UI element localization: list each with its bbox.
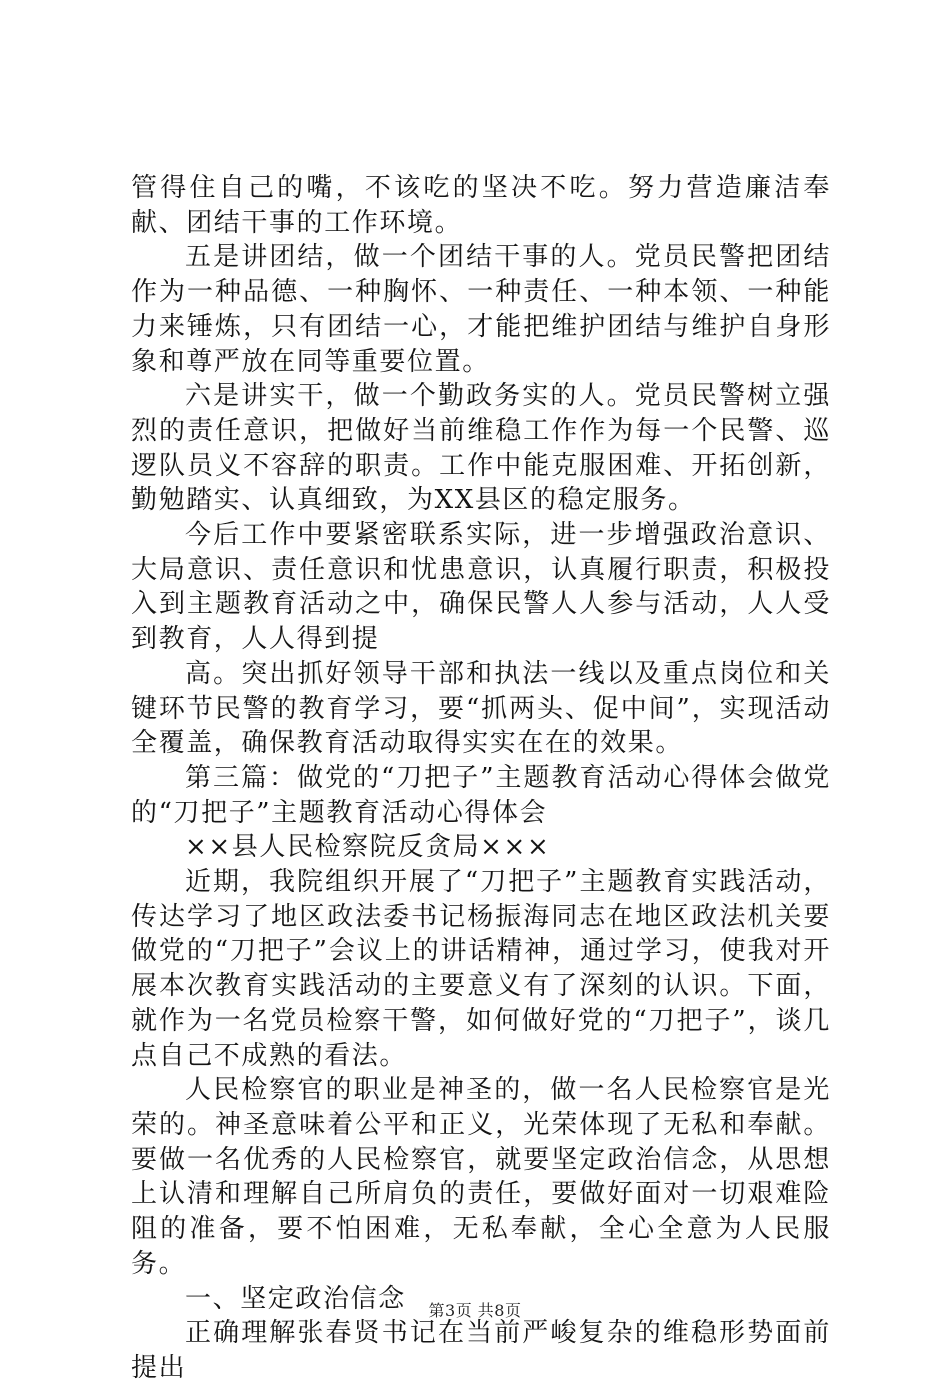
- paragraph-5: 高。突出抓好领导干部和执法一线以及重点岗位和关键环节民警的教育学习，要“抓两头、促中间”，实现活动全覆盖，确保教育活动取得实实在在的效果。: [131, 658, 831, 759]
- paragraph-3: 六是讲实干，做一个勤政务实的人。党员民警树立强烈的责任意识，把做好当前维稳工作作为每一个民警、巡逻队员义不容辞的职责。工作中能克服困难、开拓创新，勤勉踏实、认真细致，为XX县区的稳定服务。: [131, 381, 831, 516]
- author-line: ××县人民检察院反贪局×××: [185, 832, 551, 863]
- paragraph-4: 今后工作中要紧密联系实际，进一步增强政治意识、大局意识、责任意识和忧患意识，认真履行职责，积极投入到主题教育活动之中，确保民警人人参与活动，人人受到教育，人人得到提: [131, 520, 831, 655]
- paragraph-2: 五是讲团结，做一个团结干事的人。党员民警把团结作为一种品德、一种胸怀、一种责任、一种本领、一种能力来锤炼，只有团结一心，才能把维护团结与维护自身形象和尊严放在同等重要位置。: [131, 242, 831, 377]
- page-number-footer: 第3页 共8页: [428, 1301, 522, 1320]
- paragraph-9: 人民检察官的职业是神圣的，做一名人民检察官是光荣的。神圣意味着公平和正义，光荣体现了无私和奉献。要做一名优秀的人民检察官，就要坚定政治信念，从思想上认清和理解自己所肩负的责任，要做好面对一切艰难险阻的准备，要不怕困难，无私奉献，全心全意为人民服务。: [131, 1075, 831, 1279]
- document-body: [131, 171, 831, 1386]
- paragraph-11: 正确理解张春贤书记在当前严峻复杂的维稳形势面前提出: [131, 1318, 831, 1383]
- paragraph-8: 近期，我院组织开展了“刀把子”主题教育实践活动，传达学习了地区政法委书记杨振海同志在地区政法机关要做党的“刀把子”会议上的讲话精神，通过学习，使我对开展本次教育实践活动的主要意义有了深刻的认识。下面，就作为一名党员检察干警，如何做好党的“刀把子”，谈几点自己不成熟的看法。: [131, 867, 831, 1071]
- section-title: 第三篇：做党的“刀把子”主题教育活动心得体会做党的“刀把子”主题教育活动心得体会: [131, 762, 831, 828]
- paragraph-1: 管得住自己的嘴，不该吃的坚决不吃。努力营造廉洁奉献、团结干事的工作环境。: [131, 173, 831, 238]
- subheading: 一、坚定政治信念: [185, 1283, 406, 1314]
